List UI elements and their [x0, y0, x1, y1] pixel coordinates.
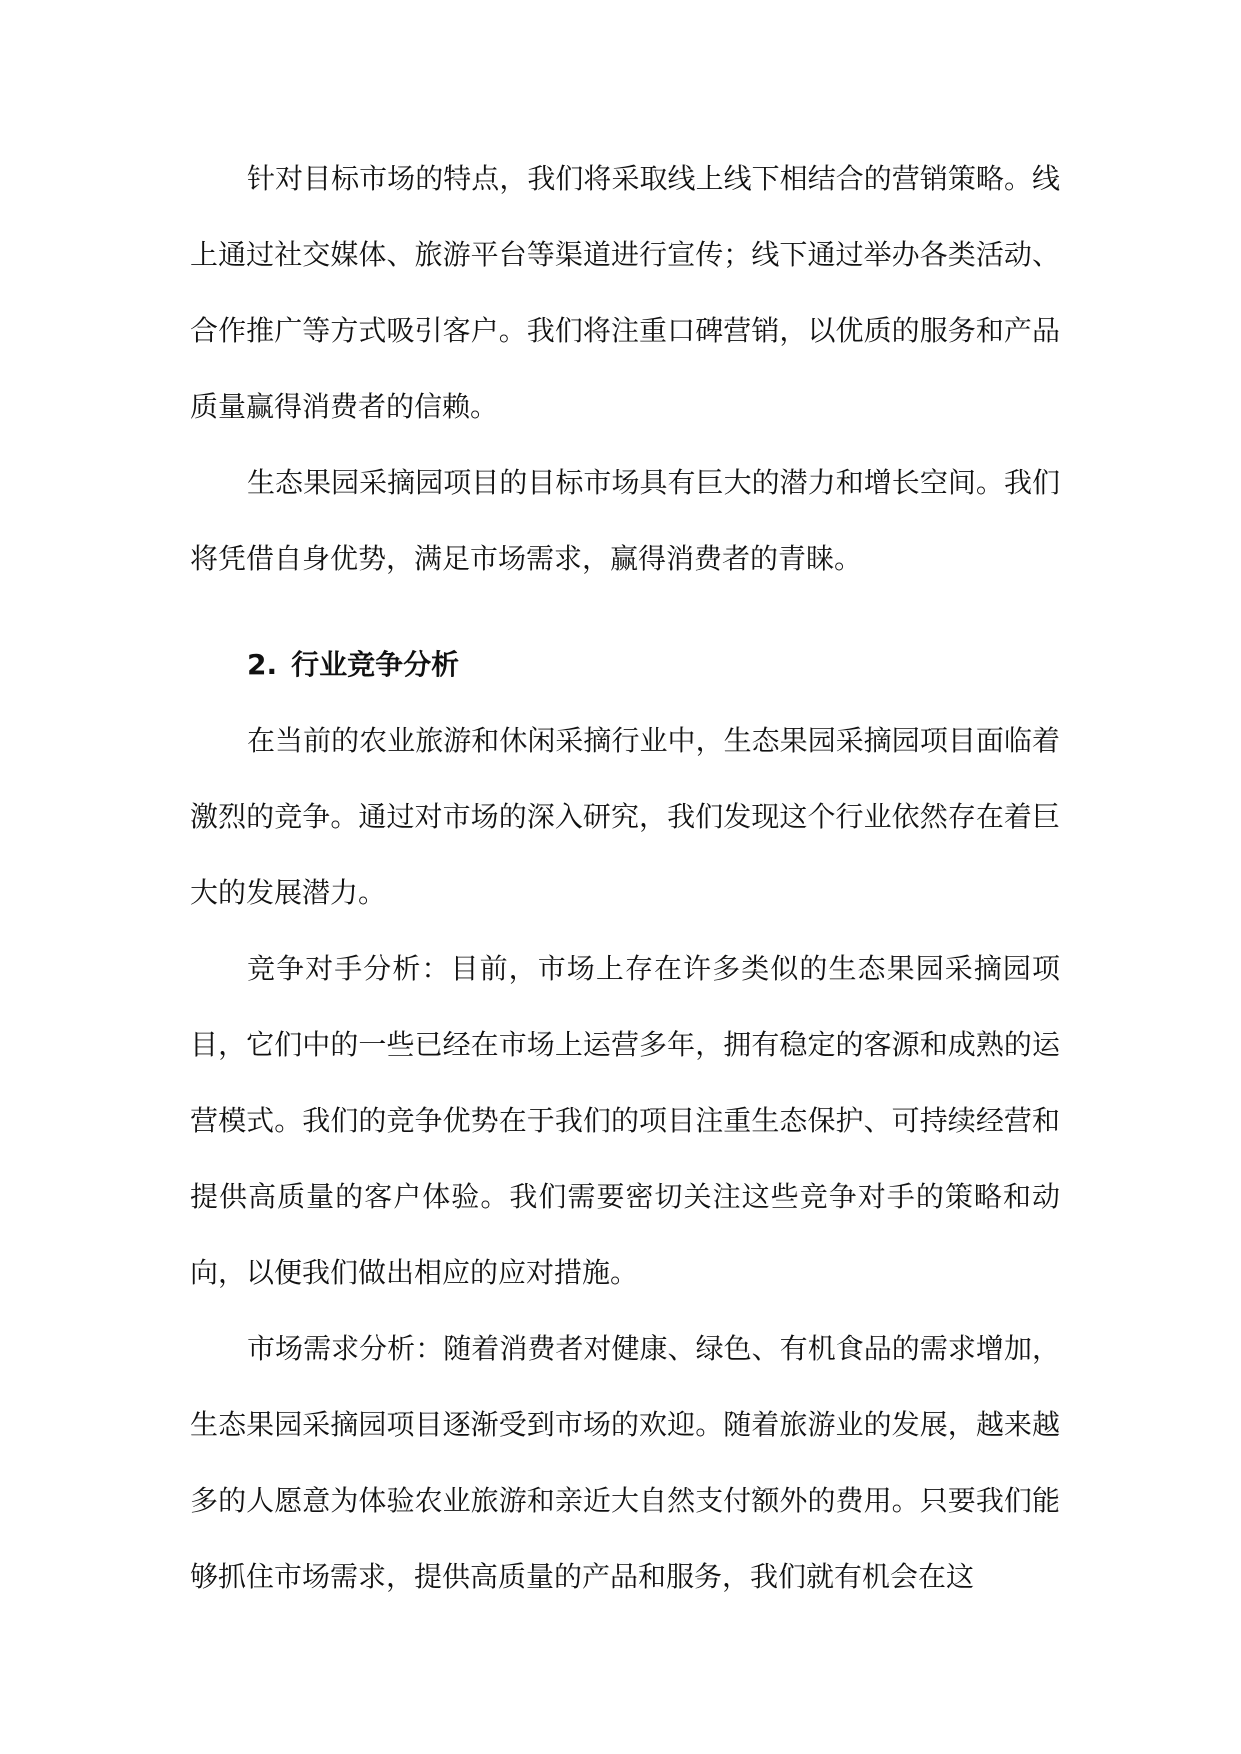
paragraph-marketing-strategy: 针对目标市场的特点，我们将采取线上线下相结合的营销策略。线上通过社交媒体、旅游平台等渠道进行宣传；线下通过举办各类活动、合作推广等方式吸引客户。我们将注重口碑营销，以优质的服务和产品质量赢得消费者的信赖。 — [190, 162, 1060, 423]
paragraph-industry-overview: 在当前的农业旅游和休闲采摘行业中，生态果园采摘园项目面临着激烈的竞争。通过对市场的深入研究，我们发现这个行业依然存在着巨大的发展潜力。 — [190, 724, 1060, 909]
document-body — [190, 141, 1060, 1615]
section-heading — [190, 627, 1060, 703]
paragraph-market-potential: 生态果园采摘园项目的目标市场具有巨大的潜力和增长空间。我们将凭借自身优势，满足市场需求，赢得消费者的青睐。 — [190, 466, 1060, 575]
section-title: 行业竞争分析 — [291, 648, 460, 681]
paragraph-competitor-analysis: 竞争对手分析：目前，市场上存在许多类似的生态果园采摘园项目，它们中的一些已经在市场上运营多年，拥有稳定的客源和成熟的运营模式。我们的竞争优势在于我们的项目注重生态保护、可持续经营和提供高质量的客户体验。我们需要密切关注这些竞争对手的策略和动向，以便我们做出相应的应对措施。 — [190, 952, 1060, 1289]
paragraph-market-demand: 市场需求分析：随着消费者对健康、绿色、有机食品的需求增加，生态果园采摘园项目逐渐受到市场的欢迎。随着旅游业的发展，越来越多的人愿意为体验农业旅游和亲近大自然支付额外的费用。只要我们能够抓住市场需求，提供高质量的产品和服务，我们就有机会在这 — [190, 1332, 1060, 1593]
section-number: 2. — [247, 648, 278, 681]
